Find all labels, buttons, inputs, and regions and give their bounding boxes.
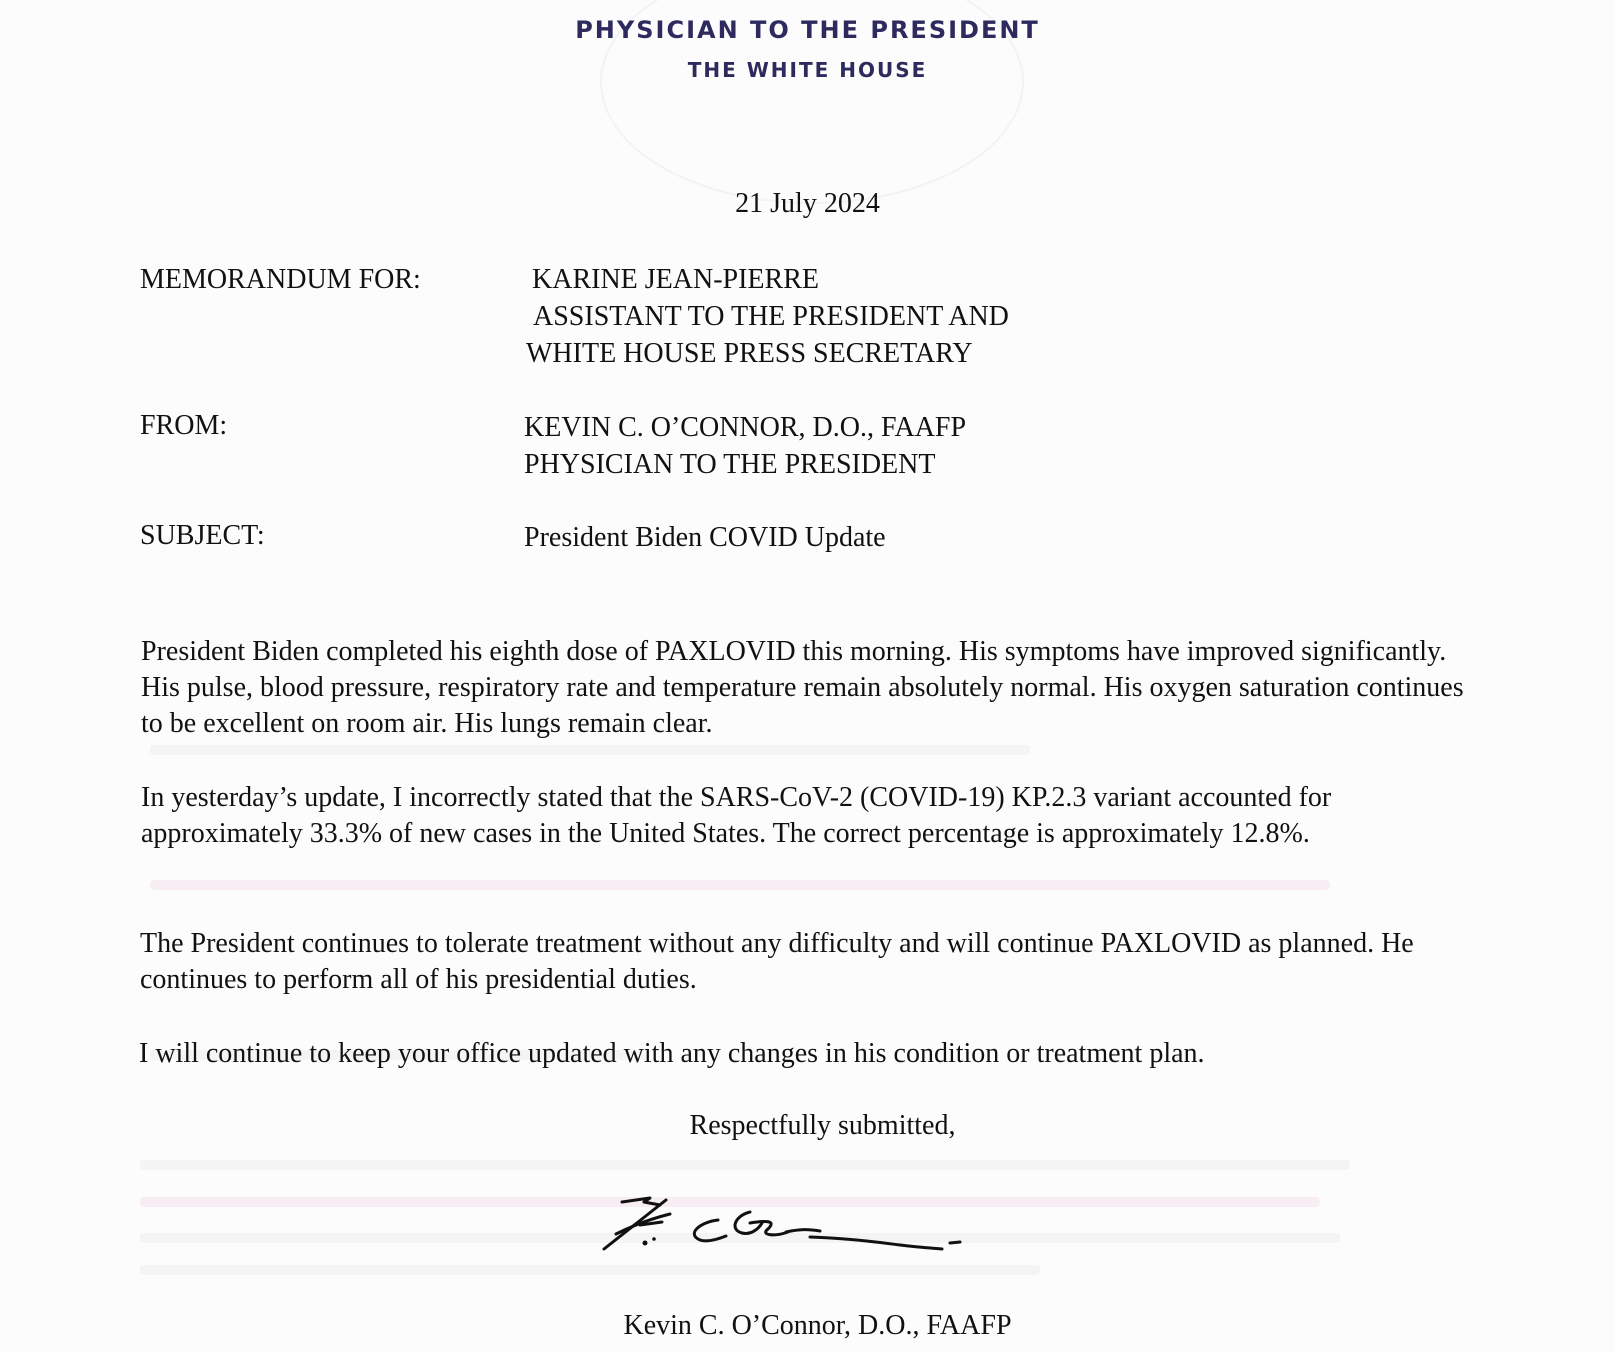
memo-subject-label: SUBJECT: (140, 520, 265, 551)
memo-subject: President Biden COVID Update (524, 522, 886, 553)
show-through-line (150, 880, 1330, 890)
show-through-line (150, 745, 1030, 755)
memo-from-name: KEVIN C. O’CONNOR, D.O., FAAFP (524, 412, 967, 443)
show-through-line (140, 1160, 1350, 1170)
memo-for-title: ASSISTANT TO THE PRESIDENT AND (533, 301, 1009, 332)
memo-for-recipient: KARINE JEAN-PIERRE (532, 264, 819, 295)
memo-date: 21 July 2024 (735, 188, 880, 219)
signature-image (600, 1185, 980, 1265)
body-paragraph: In yesterday’s update, I incorrectly stated that the SARS-CoV-2 (COVID-19) KP.2.3 variant accounted for approximately 33.3% of new cases in the United States. The correct percentage is approximately 12.8%. (141, 782, 1332, 849)
memo-for-label: MEMORANDUM FOR: (140, 264, 421, 295)
closing-text: Respectfully submitted, (689, 1110, 956, 1141)
letterhead-title: PHYSICIAN TO THE PRESIDENT (575, 16, 1040, 44)
body-paragraph: President Biden completed his eighth dose of PAXLOVID this morning. His symptoms have improved significantly. His pulse, blood pressure, respiratory rate and temperature remain absolutely normal. His oxygen saturation continues to be excellent on room air. His lungs remain clear. (141, 636, 1464, 739)
memo-from-label: FROM: (140, 410, 228, 441)
signatory-name: Kevin C. O’Connor, D.O., FAAFP (623, 1310, 1012, 1341)
memo-from-title: PHYSICIAN TO THE PRESIDENT (524, 449, 936, 480)
body-paragraph: The President continues to tolerate treatment without any difficulty and will continue PAXLOVID as planned. He continues to perform all of his presidential duties. (140, 928, 1414, 995)
show-through-line (140, 1265, 1040, 1275)
body-paragraph: I will continue to keep your office updated with any changes in his condition or treatment plan. (139, 1038, 1205, 1069)
letterhead-subtitle: THE WHITE HOUSE (687, 58, 928, 82)
memo-for-office: WHITE HOUSE PRESS SECRETARY (526, 338, 973, 369)
